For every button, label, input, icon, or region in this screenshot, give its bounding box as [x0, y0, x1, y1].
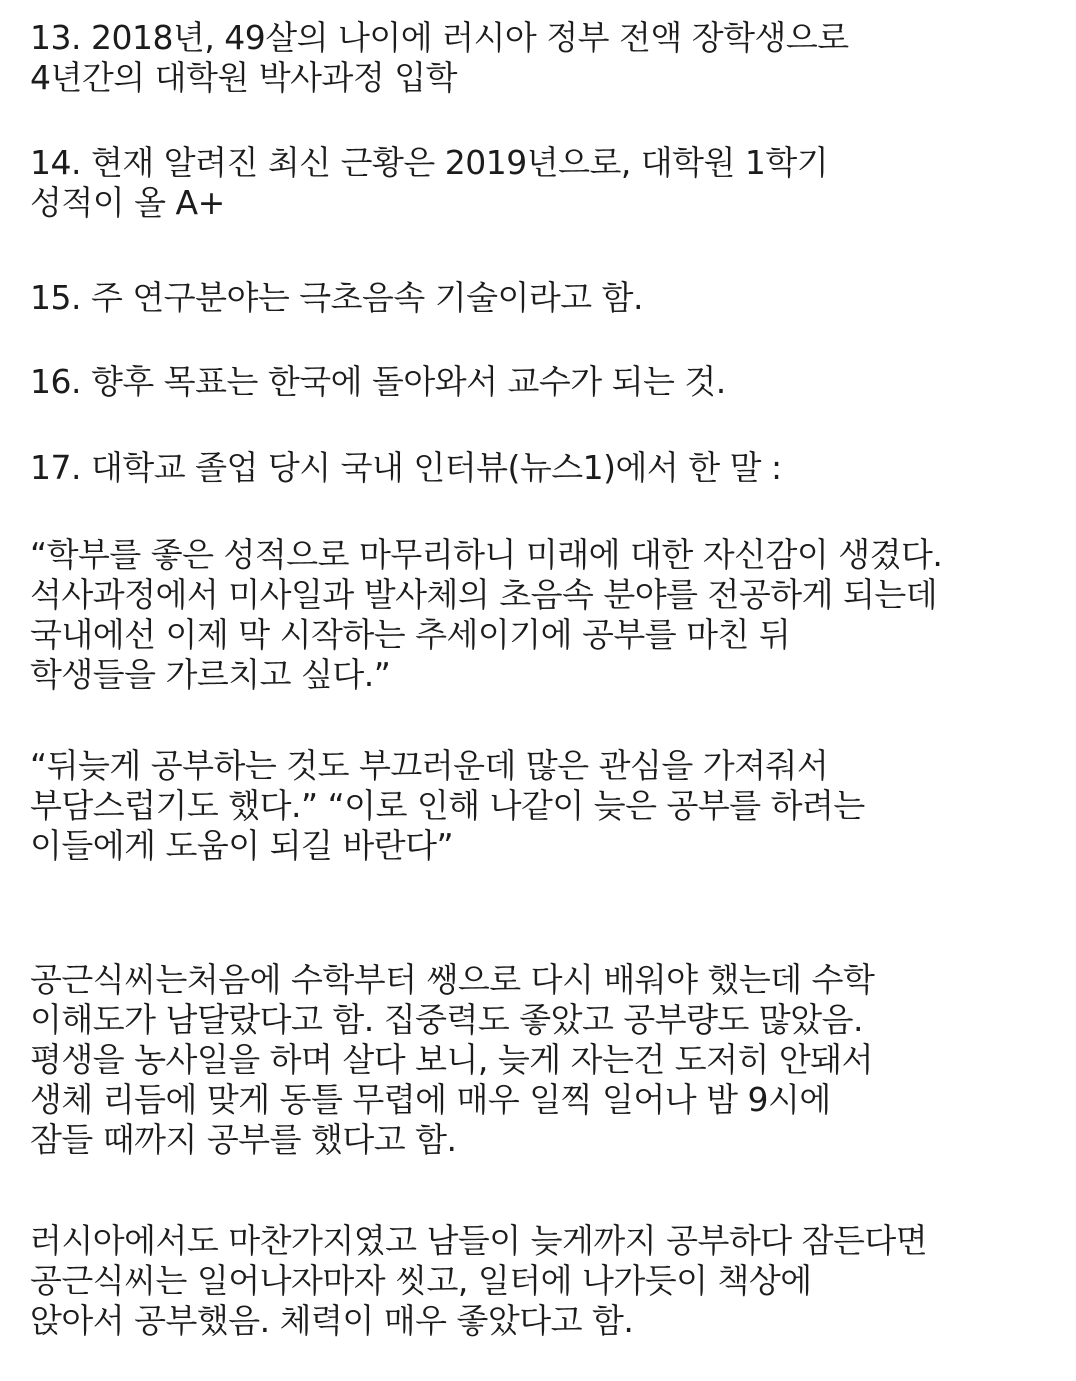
text-line: 평생을 농사일을 하며 살다 보니, 늦게 자는건 도저히 안돼서 [30, 1040, 873, 1079]
text-line: 국내에선 이제 막 시작하는 추세이기에 공부를 마친 뒤 [30, 615, 791, 654]
text-line: “학부를 좋은 성적으로 마무리하니 미래에 대한 자신감이 생겼다. [30, 535, 943, 574]
item-13 [30, 18, 1060, 98]
item-14 [30, 143, 1060, 223]
text-line: 공근식씨는처음에 수학부터 쌩으로 다시 배워야 했는데 수학 [30, 960, 875, 999]
text-line: 4년간의 대학원 박사과정 입학 [30, 58, 458, 97]
paragraph-study-habits [30, 960, 1060, 1160]
text-line: 13. 2018년, 49살의 나이에 러시아 정부 전액 장학생으로 [30, 18, 849, 57]
item-16 [30, 362, 1060, 402]
text-line: 학생들을 가르치고 싶다.” [30, 655, 391, 694]
text-line: 러시아에서도 마찬가지였고 남들이 늦게까지 공부하다 잠든다면 [30, 1221, 928, 1260]
quote-2 [30, 746, 1060, 866]
text-line: 부담스럽기도 했다.” “이로 인해 나같이 늦은 공부를 하려는 [30, 786, 865, 825]
text-line: 15. 주 연구분야는 극초음속 기술이라고 함. [30, 278, 643, 317]
text-line: 잠들 때까지 공부를 했다고 함. [30, 1120, 457, 1159]
text-line: 이해도가 남달랐다고 함. 집중력도 좋았고 공부량도 많았음. [30, 1000, 863, 1039]
text-line: 이들에게 도움이 되길 바란다” [30, 826, 454, 865]
text-line: 석사과정에서 미사일과 발사체의 초음속 분야를 전공하게 되는데 [30, 575, 938, 614]
text-line: 앉아서 공부했음. 체력이 매우 좋았다고 함. [30, 1301, 634, 1340]
paragraph-russia [30, 1221, 1060, 1341]
text-line: 성적이 올 A+ [30, 183, 225, 222]
text-line: 14. 현재 알려진 최신 근황은 2019년으로, 대학원 1학기 [30, 143, 829, 182]
text-line: 16. 향후 목표는 한국에 돌아와서 교수가 되는 것. [30, 362, 726, 401]
text-line: 생체 리듬에 맞게 동틀 무렵에 매우 일찍 일어나 밤 9시에 [30, 1080, 831, 1119]
item-15 [30, 278, 1060, 318]
item-17 [30, 448, 1060, 488]
text-line: 17. 대학교 졸업 당시 국내 인터뷰(뉴스1)에서 한 말 : [30, 448, 782, 487]
text-line: “뒤늦게 공부하는 것도 부끄러운데 많은 관심을 가져줘서 [30, 746, 829, 785]
text-line: 공근식씨는 일어나자마자 씻고, 일터에 나가듯이 책상에 [30, 1261, 812, 1300]
quote-1 [30, 535, 1060, 695]
